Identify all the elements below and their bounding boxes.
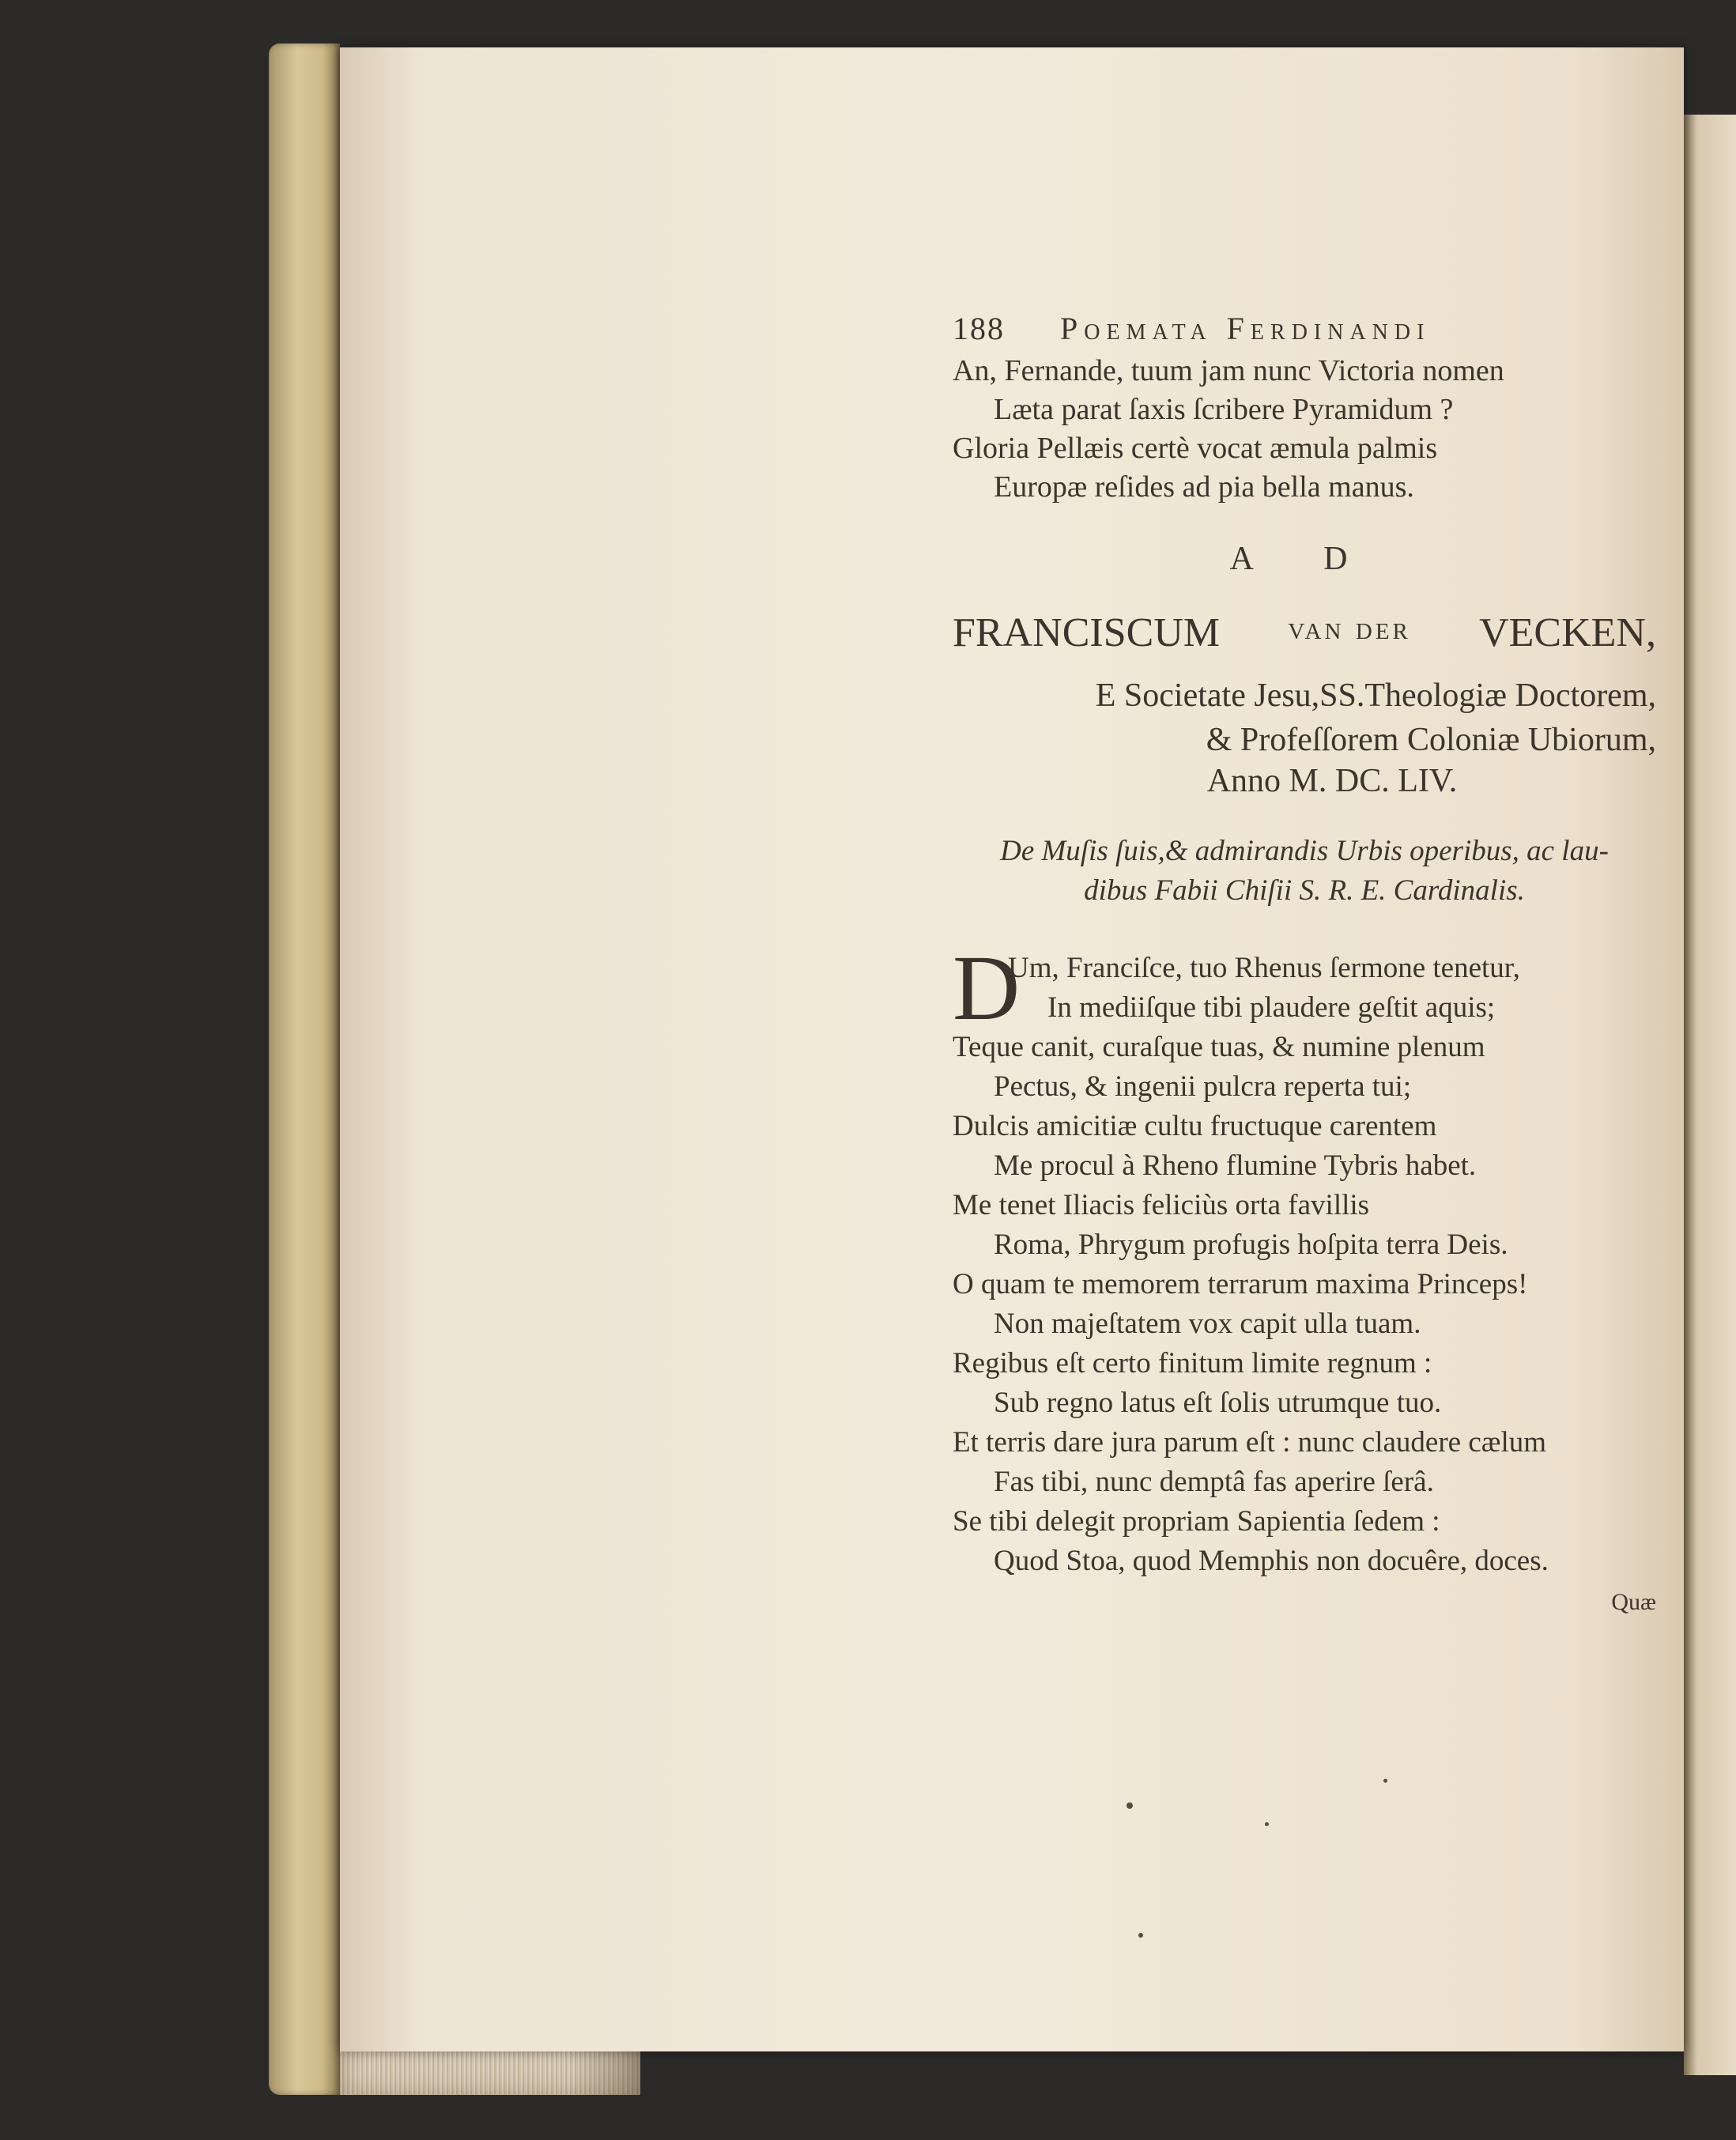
poem-line: O quam te memorem terrarum maxima Princeps! — [953, 1268, 1528, 1300]
poem-line: Me tenet Iliacis feliciùs orta favillis — [953, 1189, 1370, 1221]
running-head — [953, 304, 1656, 352]
heading-ad: A D — [1229, 541, 1379, 577]
paper-spot — [1138, 1933, 1143, 1938]
verse-line: Europæ reſides ad pia bella manus. — [994, 470, 1414, 504]
poem-line: Um, Franciſce, tuo Rhenus ſermone tenetur, — [1008, 952, 1520, 984]
poem-line: Me procul à Rheno flumine Tybris habet. — [994, 1149, 1477, 1182]
poem-line: Quod Stoa, quod Memphis non docuêre, doces. — [994, 1545, 1549, 1577]
verse-line: An, Fernande, tuum jam nunc Victoria nomen — [953, 354, 1504, 387]
poem-line: Fas tibi, nunc demptâ fas aperire ſerâ. — [994, 1466, 1434, 1498]
page-text — [953, 304, 1656, 1622]
poem-line: Et terris dare jura parum eſt : nunc claudere cælum — [953, 1426, 1547, 1459]
poem-line: Regibus eſt certo finitum limite regnum : — [953, 1347, 1432, 1379]
paper-spot — [1383, 1779, 1387, 1783]
poem — [953, 936, 1656, 1622]
drop-cap: D — [953, 936, 1021, 1040]
heading-name-first: FRANCISCUM — [953, 610, 1221, 655]
verse-line: Læta parat ſaxis ſcribere Pyramidum ? — [994, 393, 1454, 426]
poem-line: Roma, Phrygum profugis hoſpita terra Deis. — [994, 1229, 1508, 1261]
paper-spot — [1265, 1822, 1269, 1826]
poem-line: Dulcis amicitiæ cultu fructuque carentem — [953, 1110, 1437, 1142]
dedication — [953, 832, 1656, 911]
verse-line: Gloria Pellæis certè vocat æmula palmis — [953, 432, 1438, 465]
page-number: 188 — [953, 310, 1005, 346]
facing-page-edge — [1684, 115, 1736, 2075]
heading-subtitle — [953, 674, 1656, 762]
book-cover-edge — [269, 43, 340, 2095]
opening-verse — [953, 352, 1656, 507]
poem-line: Non majeſtatem vox capit ulla tuam. — [994, 1308, 1421, 1340]
heading-subtitle-line: E Societate Jesu,SS.Theologiæ Doctorem, — [1095, 677, 1656, 714]
heading-name-middle: van der — [1288, 610, 1411, 647]
poem-line: Se tibi delegit propriam Sapientia ſedem : — [953, 1505, 1440, 1538]
poem-line: Sub regno latus eſt ſolis utrumque tuo. — [994, 1387, 1442, 1419]
heading-year: Anno M. DC. LIV. — [1206, 763, 1458, 799]
heading-name-last: VECKEN, — [1479, 610, 1656, 655]
poem-lines — [953, 1028, 1656, 1581]
poem-line: Teque canit, curaſque tuas, & numine plenum — [953, 1031, 1485, 1063]
running-title: Poemata Ferdinandi — [1060, 310, 1431, 346]
poem-second-line — [953, 988, 1656, 1028]
poem-line: Pectus, & ingenii pulcra reperta tui; — [994, 1070, 1412, 1103]
heading-subtitle-line: & Profeſſorem Coloniæ Ubiorum, — [1206, 722, 1656, 758]
catchword: Quæ — [1611, 1589, 1656, 1615]
heading-name — [953, 610, 1656, 656]
dedication-line: dibus Fabii Chiſii S. R. E. Cardinalis. — [1084, 874, 1525, 907]
paper-spot — [1127, 1802, 1133, 1809]
poem-line: In mediiſque tibi plaudere geſtit aquis; — [1047, 991, 1496, 1024]
dedication-line: De Muſis ſuis,& admirandis Urbis operibus, ac lau- — [1000, 835, 1609, 867]
